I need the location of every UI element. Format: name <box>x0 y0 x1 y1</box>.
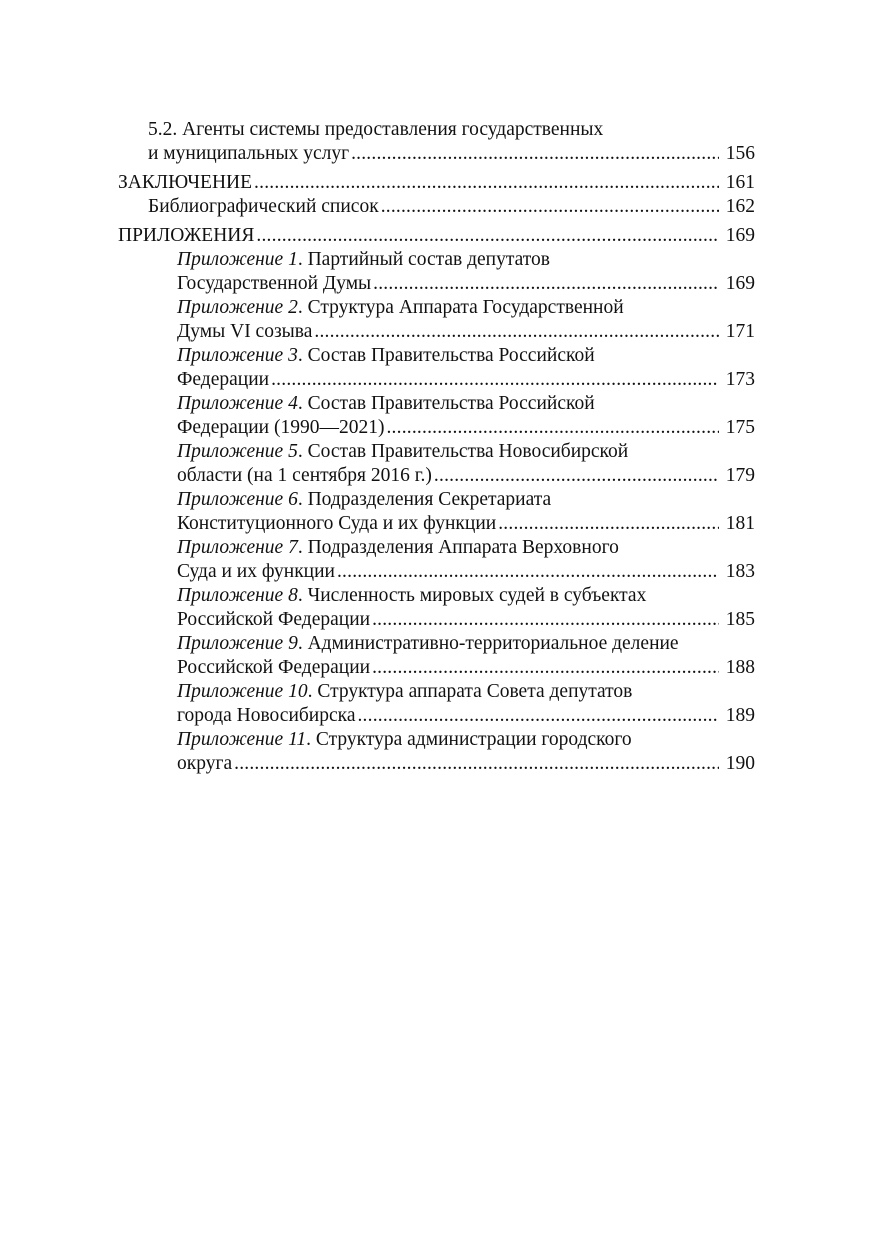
toc-entry-title: Библиографический список <box>148 196 379 217</box>
appendix-title: . Структура аппарата Совета депутатов <box>307 681 633 702</box>
toc-page-number: 156 <box>725 143 755 164</box>
dot-leader <box>271 368 719 392</box>
toc-entry-last-line <box>177 656 755 680</box>
dot-leader <box>498 512 719 536</box>
toc-entry-last-line <box>177 752 755 776</box>
toc-page-number: 189 <box>725 705 755 726</box>
dot-leader <box>372 656 719 680</box>
appendix-title: . Численность мировых судей в субъектах <box>297 585 647 606</box>
table-of-contents <box>118 118 755 776</box>
toc-entry-title-line <box>177 248 755 272</box>
appendix-title: . Структура администрации городского <box>306 729 632 750</box>
toc-page-number: 169 <box>725 225 755 246</box>
toc-entry-title-line <box>177 488 755 512</box>
toc-entry-last-line <box>177 608 755 632</box>
dot-leader <box>386 416 719 440</box>
toc-page-number: 185 <box>725 609 755 630</box>
appendix-label: Приложение 8 <box>177 585 298 606</box>
toc-entry-last-line <box>177 464 755 488</box>
toc-entry-conclusion[interactable] <box>118 171 755 195</box>
toc-entry-last-line <box>148 142 755 166</box>
toc-entry-title: ПРИЛОЖЕНИЯ <box>118 225 255 246</box>
dot-leader <box>234 752 719 776</box>
appendix-title: . Административно-территориальное деление <box>297 633 679 654</box>
toc-page-number: 175 <box>725 417 755 438</box>
appendix-label: Приложение 6 <box>177 489 298 510</box>
appendix-label: Приложение 4 <box>177 393 298 414</box>
toc-entry-title-line: и муниципальных услуг <box>148 143 350 164</box>
dot-leader <box>337 560 719 584</box>
appendix-label: Приложение 7 <box>177 537 298 558</box>
toc-page-number: 183 <box>725 561 755 582</box>
toc-entry-title-line: Конституционного Суда и их функции <box>177 513 497 534</box>
appendix-title: . Состав Правительства Новосибирской <box>297 441 629 462</box>
toc-entry-appendices[interactable] <box>118 224 755 248</box>
appendix-title: . Состав Правительства Российской <box>297 345 595 366</box>
toc-entry-title-line: Государственной Думы <box>177 273 372 294</box>
toc-entry-appendix-2[interactable] <box>118 296 755 344</box>
toc-entry-title-line <box>177 680 755 704</box>
toc-entry-title-line: Федерации (1990—2021) <box>177 417 385 438</box>
toc-entry-line <box>148 195 755 219</box>
toc-entry-appendix-9[interactable] <box>118 632 755 680</box>
toc-entry-title-line <box>177 728 755 752</box>
toc-entry-bibliography[interactable] <box>118 195 755 219</box>
toc-entry-appendix-8[interactable] <box>118 584 755 632</box>
appendix-title: . Подразделения Аппарата Верховного <box>297 537 619 558</box>
toc-entry-last-line <box>177 560 755 584</box>
toc-page-number: 169 <box>725 273 755 294</box>
toc-page-number: 188 <box>725 657 755 678</box>
appendix-label: Приложение 3 <box>177 345 298 366</box>
toc-entry-last-line <box>177 704 755 728</box>
toc-entry-title-line <box>177 440 755 464</box>
toc-entry-appendix-10[interactable] <box>118 680 755 728</box>
toc-entry-title-line: 5.2. Агенты системы предоставления государственных <box>148 119 604 140</box>
toc-entry-title-line: области (на 1 сентября 2016 г.) <box>177 465 432 486</box>
toc-entry-last-line <box>177 368 755 392</box>
dot-leader <box>254 171 719 195</box>
toc-entry-title-line <box>177 584 755 608</box>
toc-entry-appendix-4[interactable] <box>118 392 755 440</box>
toc-entry-title-line: Российской Федерации <box>177 657 371 678</box>
appendix-title: . Подразделения Секретариата <box>297 489 552 510</box>
toc-entry-title-line <box>177 632 755 656</box>
toc-page-number: 181 <box>725 513 755 534</box>
toc-entry-line <box>118 171 755 195</box>
toc-entry-line <box>118 224 755 248</box>
toc-entry-title-line: округа <box>177 753 233 774</box>
dot-leader <box>381 195 719 219</box>
appendix-label: Приложение 9 <box>177 633 298 654</box>
toc-entry-appendix-3[interactable] <box>118 344 755 392</box>
toc-entry-title-line: Думы VI созыва <box>177 321 313 342</box>
dot-leader <box>372 608 719 632</box>
appendix-title: . Состав Правительства Российской <box>297 393 595 414</box>
dot-leader <box>314 320 719 344</box>
toc-entry-title-line <box>177 344 755 368</box>
toc-page-number: 171 <box>725 321 755 342</box>
toc-entry-appendix-6[interactable] <box>118 488 755 536</box>
toc-entry-title-line <box>177 392 755 416</box>
toc-entry-title-line: Суда и их функции <box>177 561 335 582</box>
appendix-label: Приложение 10 <box>177 681 308 702</box>
toc-entry-last-line <box>177 416 755 440</box>
toc-entry-appendix-11[interactable] <box>118 728 755 776</box>
toc-page-number: 161 <box>725 172 755 193</box>
toc-entry-5-2[interactable] <box>118 118 755 166</box>
dot-leader <box>351 142 719 166</box>
toc-entry-last-line <box>177 272 755 296</box>
toc-entry-last-line <box>177 320 755 344</box>
appendix-label: Приложение 1 <box>177 249 298 270</box>
toc-entry-appendix-7[interactable] <box>118 536 755 584</box>
toc-entry-title-line <box>177 296 755 320</box>
toc-entry-appendix-1[interactable] <box>118 248 755 296</box>
appendix-label: Приложение 11 <box>177 729 307 750</box>
appendix-label: Приложение 2 <box>177 297 298 318</box>
toc-entry-title: ЗАКЛЮЧЕНИЕ <box>118 172 253 193</box>
toc-page-number: 190 <box>725 753 755 774</box>
toc-entry-title-line: города Новосибирска <box>177 705 356 726</box>
dot-leader <box>357 704 719 728</box>
appendix-label: Приложение 5 <box>177 441 298 462</box>
toc-entry-appendix-5[interactable] <box>118 440 755 488</box>
toc-page-number: 162 <box>725 196 755 217</box>
toc-page-number: 173 <box>725 369 755 390</box>
toc-entry-title-line: Российской Федерации <box>177 609 371 630</box>
appendix-title: . Партийный состав депутатов <box>297 249 550 270</box>
toc-entry-title-line <box>177 536 755 560</box>
dot-leader <box>373 272 719 296</box>
toc-page-number: 179 <box>725 465 755 486</box>
appendix-title: . Структура Аппарата Государственной <box>297 297 624 318</box>
toc-entry-title-line: Федерации <box>177 369 270 390</box>
dot-leader <box>434 464 719 488</box>
dot-leader <box>256 224 719 248</box>
toc-entry-last-line <box>177 512 755 536</box>
